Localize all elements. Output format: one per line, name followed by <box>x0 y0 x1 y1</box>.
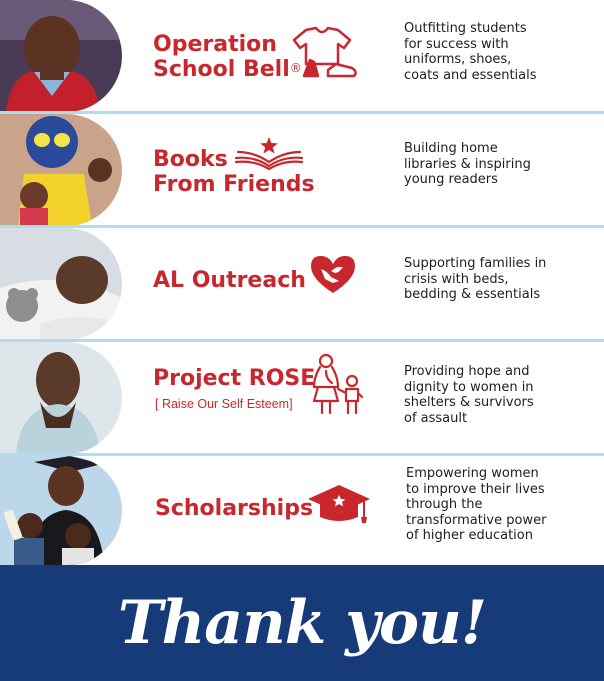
heart-hands-icon <box>309 253 357 300</box>
photo-woman-back-view <box>0 342 122 454</box>
program-title: AL Outreach <box>153 268 306 293</box>
photo-graduate-with-kids <box>0 456 122 565</box>
photo-mascot-with-children <box>0 114 122 226</box>
program-description: Outfitting students for success with uniforms, shoes, coats and essentials <box>404 21 537 83</box>
program-row-books-from-friends <box>0 114 604 226</box>
program-title: Books From Friends <box>153 147 315 197</box>
program-description: Providing hope and dignity to women in shelters & survivors of assault <box>404 364 534 426</box>
program-title: Operation School Bell® <box>153 32 302 82</box>
program-description: Supporting families in crisis with beds, bedding & essentials <box>404 256 547 302</box>
program-row-scholarships <box>0 456 604 565</box>
photo-child-sleeping <box>0 228 122 340</box>
program-subtitle: [ Raise Our Self Esteem] <box>155 397 293 411</box>
registered-mark: ® <box>289 61 302 75</box>
photo-boy-smiling <box>0 0 122 112</box>
program-title: Scholarships <box>155 496 314 521</box>
program-row-project-rose <box>0 342 604 454</box>
program-description: Empowering women to improve their lives through the transformative power of higher education <box>406 466 547 543</box>
program-row-al-outreach <box>0 228 604 340</box>
mother-child-icon <box>310 353 364 420</box>
program-row-operation-school-bell <box>0 0 604 112</box>
thank-you-text: Thank you! <box>117 588 487 658</box>
program-description: Building home libraries & inspiring young readers <box>404 141 531 187</box>
school-uniform-bell-shoe-icon <box>289 26 360 85</box>
program-title: Project ROSE <box>153 366 316 391</box>
open-book-star-icon <box>232 136 306 175</box>
thank-you-banner <box>0 565 604 681</box>
graduation-cap-icon <box>306 483 372 532</box>
